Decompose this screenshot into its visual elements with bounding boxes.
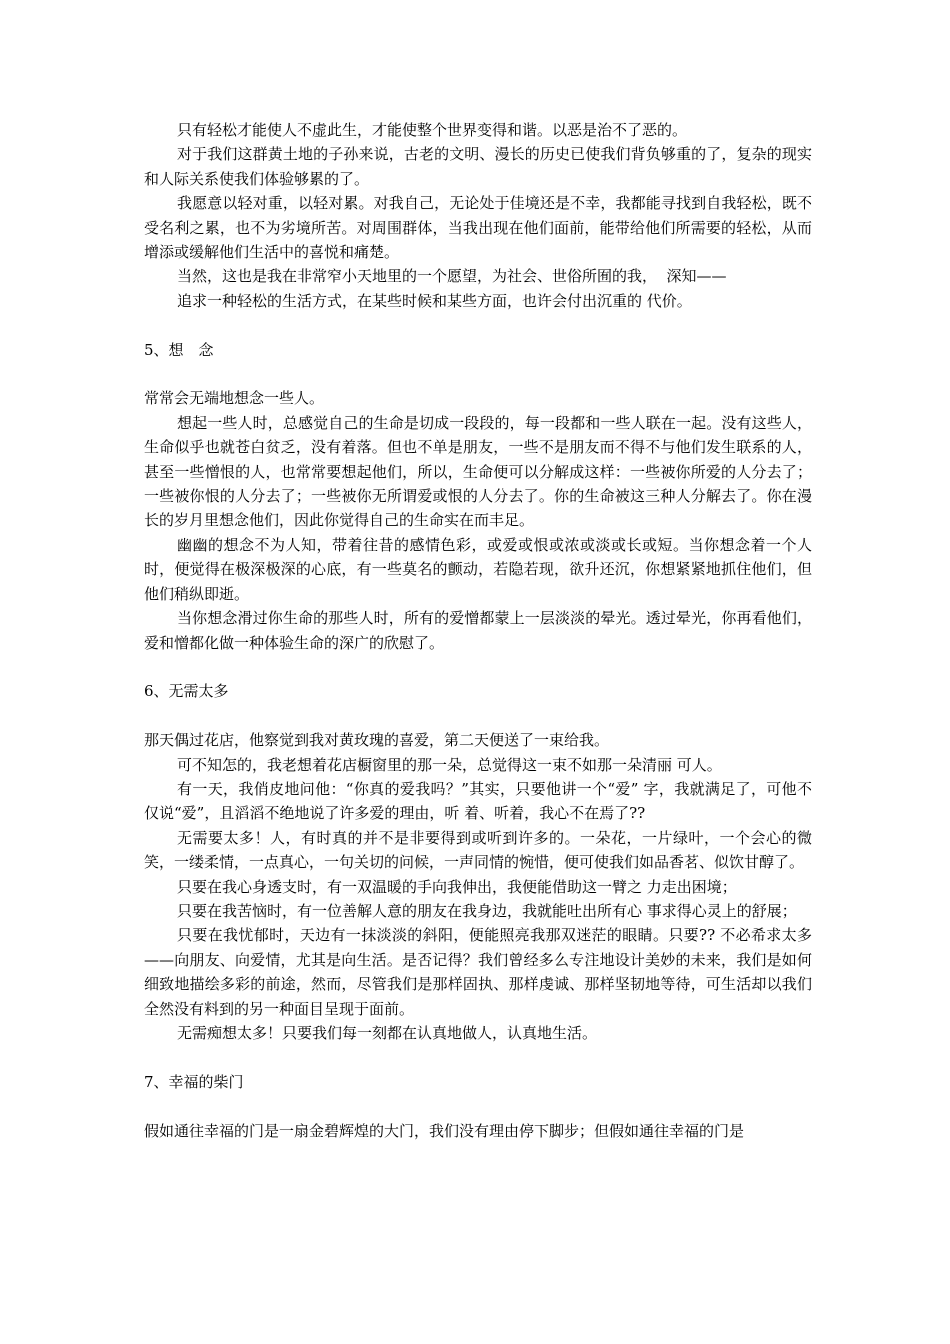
paragraph: 只要在我苦恼时，有一位善解人意的朋友在我身边，我就能吐出所有心 事求得心灵上的舒展； <box>177 901 797 920</box>
paragraph: 常常会无端地想念一些人。 <box>144 389 325 408</box>
section-2 <box>144 679 812 1045</box>
paragraph: 假如通往幸福的门是一扇金碧辉煌的大门，我们没有理由停下脚步；但假如通往幸福的门是 <box>144 1121 745 1140</box>
paragraph: 我愿意以轻对重，以轻对累。对我自己，无论处于佳境还是不幸，我都能寻找到自我轻松，既不受名利之累，也不为劣境所苦。对周围群体，当我出现在他们面前，能带给他们所需要的轻松，从而增添或缓解他们生活中的喜悦和痛楚。 <box>144 194 812 262</box>
paragraph: 有一天，我俏皮地问他：“你真的爱我吗？”其实，只要他讲一个“爱” 字，我就满足了，可他不仅说“爱”，且滔滔不绝地说了许多爱的理由，听 着、听着，我心不在焉了?? <box>144 779 812 823</box>
paragraph: 无需痴想太多！只要我们每一刻都在认真地做人，认真地生活。 <box>177 1023 598 1042</box>
paragraph: 那天偶过花店，他察觉到我对黄玫瑰的喜爱，第二天便送了一束给我。 <box>144 731 610 750</box>
paragraph: 幽幽的想念不为人知，带着往昔的感情色彩，或爱或恨或浓或淡或长或短。当你想念着一个人时，便觉得在极深极深的心底，有一些莫名的颤动，若隐若现，欲升还沉，你想紧紧地抓住他们，但他们稍纵即逝。 <box>144 535 812 603</box>
paragraph: 追求一种轻松的生活方式，在某些时候和某些方面，也许会付出沉重的 代价。 <box>177 291 692 310</box>
paragraph: 想起一些人时，总感觉自己的生命是切成一段段的，每一段都和一些人联在一起。没有这些人，生命似乎也就苍白贫乏，没有着落。但也不单是朋友，一些不是朋友而不得不与他们发生联系的人，甚至一些憎恨的人，也常常要想起他们，所以，生命便可以分解成这样：一些被你所爱的人分去了；一些被你恨的人分去了；一些被你无所谓爱或恨的人分去了。你的生命被这三种人分解去了。你在漫长的岁月里想念他们，因此你觉得自己的生命实在而丰足。 <box>144 413 812 530</box>
paragraph: 可不知怎的，我老想着花店橱窗里的那一朵，总觉得这一束不如那一朵清丽 可人。 <box>177 755 722 774</box>
paragraph: 只有轻松才能使人不虚此生，才能使整个世界变得和谐。以恶是治不了恶的。 <box>177 121 688 139</box>
paragraph: 只要在我忧郁时，天边有一抹淡淡的斜阳，便能照亮我那双迷茫的眼睛。只要?? 不必希求太多——向朋友、向爱情，尤其是向生活。是否记得？我们曾经多么专注地设计美妙的未来，我们是如何细致地描绘多彩的前途，然而，尽管我们是那样固执、那样虔诚、那样坚韧地等待，可生活却以我们全然没有料到的另一种面目呈现于面前。 <box>144 926 812 1018</box>
section-heading: 5、想 念 <box>144 340 214 359</box>
paragraph: 当你想念滑过你生命的那些人时，所有的爱憎都蒙上一层淡淡的晕光。透过晕光，你再看他们，爱和憎都化做一种体验生命的深广的欣慰了。 <box>144 609 812 652</box>
section-heading: 6、无需太多 <box>144 682 229 701</box>
paragraph: 当然，这也是我在非常窄小天地里的一个愿望，为社会、世俗所囿的我， 深知—— <box>177 267 727 286</box>
section-1 <box>144 338 812 655</box>
section-0 <box>144 118 812 313</box>
paragraph: 对于我们这群黄土地的子孙来说，古老的文明、漫长的历史已使我们背负够重的了，复杂的现实和人际关系使我们体验够累的了。 <box>144 145 812 188</box>
section-3 <box>144 1070 812 1143</box>
document-page <box>144 118 812 1143</box>
section-heading: 7、幸福的柴门 <box>144 1072 244 1091</box>
paragraph: 无需要太多！人，有时真的并不是非要得到或听到许多的。一朵花，一片绿叶，一个会心的微笑，一缕柔情，一点真心，一句关切的问候，一声同情的惋惜，便可使我们如品香茗、似饮甘醇了。 <box>144 828 812 872</box>
paragraph: 只要在我心身透支时，有一双温暖的手向我伸出，我便能借助这一臂之 力走出困境； <box>177 877 737 896</box>
